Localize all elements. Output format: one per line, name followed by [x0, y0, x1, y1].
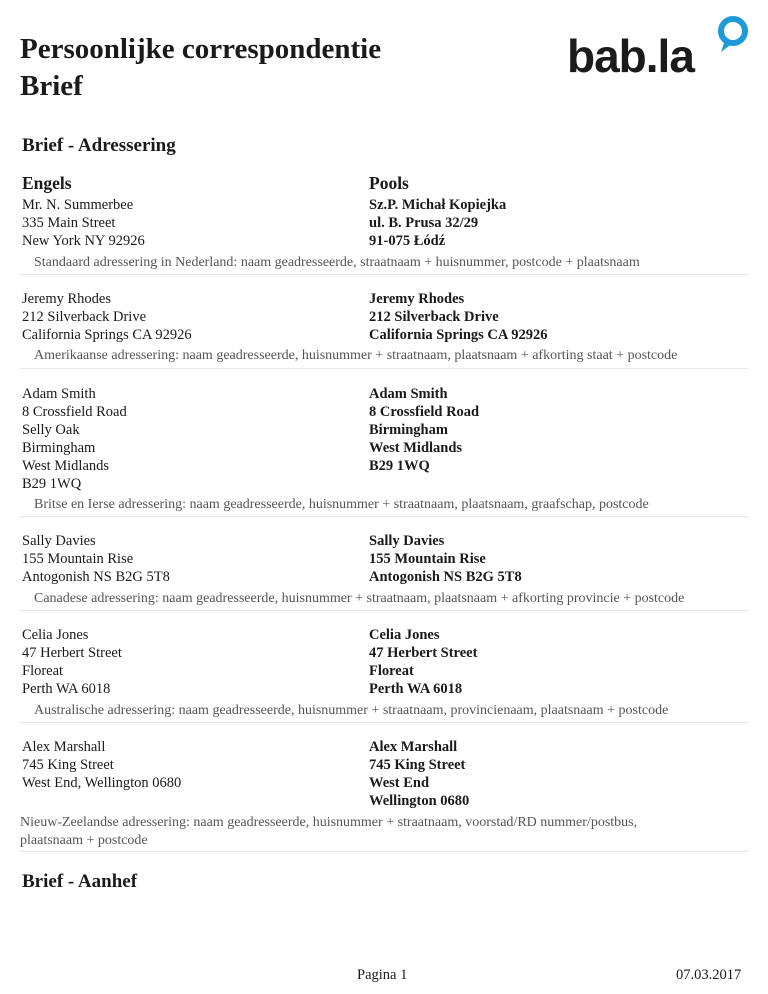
address-target	[369, 738, 469, 810]
address-line: Alex Marshall	[22, 739, 106, 755]
address-target	[369, 532, 522, 586]
address-line: 155 Mountain Rise	[22, 551, 134, 567]
divider	[20, 368, 748, 369]
address-line: Sally Davies	[22, 533, 96, 549]
address-line: Floreat	[369, 663, 414, 679]
address-line: Adam Smith	[22, 386, 96, 402]
address-note: Canadese adressering: naam geadresseerde, huisnummer + straatnaam, plaatsnaam + afkorting provincie + postcode	[34, 591, 685, 606]
address-line: West Midlands	[369, 440, 463, 456]
logo-text: bab.la	[567, 30, 694, 80]
address-line: ul. B. Prusa 32/29	[369, 215, 479, 231]
address-source	[22, 196, 145, 250]
address-note: Standaard adressering in Nederland: naam geadresseerde, straatnaam + huisnummer, postcode + plaatsnaam	[34, 255, 640, 270]
address-line: Adam Smith	[369, 386, 448, 402]
address-line: Alex Marshall	[369, 739, 458, 755]
address-line: Wellington 0680	[369, 793, 470, 809]
address-line: 745 King Street	[22, 757, 114, 773]
address-line: 212 Silverback Drive	[22, 309, 147, 325]
page-title	[20, 31, 381, 105]
address-line: Birmingham	[22, 440, 96, 456]
address-source	[22, 738, 181, 792]
address-note: Australische adressering: naam geadresseerde, huisnummer + straatnaam, provincienaam, plaatsnaam + postcode	[34, 703, 669, 718]
address-line: Jeremy Rhodes	[22, 291, 111, 307]
address-line: West Midlands	[22, 458, 110, 474]
address-line: West End, Wellington 0680	[22, 775, 182, 791]
address-line: 745 King Street	[369, 757, 466, 773]
address-line: Sz.P. Michał Kopiejka	[369, 197, 507, 213]
address-source	[22, 385, 127, 493]
address-line: Perth WA 6018	[22, 681, 111, 697]
page-title-line-2: Brief	[20, 70, 83, 102]
address-note: Amerikaanse adressering: naam geadresseerde, huisnummer + straatnaam, plaatsnaam + afkorting staat + postcode	[34, 348, 678, 363]
address-line: B29 1WQ	[22, 476, 82, 492]
address-line: Perth WA 6018	[369, 681, 463, 697]
address-line: 8 Crossfield Road	[22, 404, 127, 420]
address-line: 8 Crossfield Road	[369, 404, 480, 420]
section-heading-adressering: Brief - Adressering	[22, 135, 176, 156]
column-header-target: Pools	[369, 173, 409, 193]
address-line: Celia Jones	[22, 627, 89, 643]
address-line: B29 1WQ	[369, 458, 430, 474]
address-line: Sally Davies	[369, 533, 445, 549]
address-line: Selly Oak	[22, 422, 80, 438]
divider	[20, 274, 748, 275]
address-target	[369, 626, 477, 698]
bab-la-logo[interactable]	[565, 14, 751, 80]
address-line: 91-075 Łódź	[369, 233, 446, 249]
address-source	[22, 532, 170, 586]
address-line: 47 Herbert Street	[22, 645, 122, 661]
address-line: Antogonish NS B2G 5T8	[22, 569, 170, 585]
address-source	[22, 626, 122, 698]
divider	[20, 722, 748, 723]
address-line: Mr. N. Summerbee	[22, 197, 134, 213]
address-line: 155 Mountain Rise	[369, 551, 486, 567]
address-line: Jeremy Rhodes	[369, 291, 465, 307]
column-header-source: Engels	[22, 173, 72, 193]
address-note-line: Nieuw-Zeelandse adressering: naam geadresseerde, huisnummer + straatnaam, voorstad/RD nummer/postbus,	[20, 815, 638, 830]
address-note	[20, 814, 744, 850]
section-heading-aanhef: Brief - Aanhef	[22, 871, 138, 892]
address-line: 47 Herbert Street	[369, 645, 478, 661]
address-line: California Springs CA 92926	[369, 327, 548, 343]
address-target	[369, 290, 547, 344]
address-note-line: plaatsnaam + postcode	[20, 833, 148, 848]
address-source	[22, 290, 192, 344]
address-target	[369, 196, 506, 250]
divider	[20, 516, 748, 517]
address-line: Antogonish NS B2G 5T8	[369, 569, 522, 585]
divider	[20, 610, 748, 611]
address-line: West End	[369, 775, 430, 791]
address-line: 212 Silverback Drive	[369, 309, 499, 325]
address-line: Floreat	[22, 663, 64, 679]
address-target	[369, 385, 479, 475]
address-line: Birmingham	[369, 422, 448, 438]
page-title-line-1: Persoonlijke correspondentie	[20, 33, 382, 65]
address-line: 335 Main Street	[22, 215, 116, 231]
address-line: California Springs CA 92926	[22, 327, 192, 343]
speech-bubble-icon	[721, 19, 745, 52]
address-line: New York NY 92926	[22, 233, 145, 249]
page-number: Pagina 1	[357, 967, 408, 983]
divider	[20, 851, 748, 852]
footer-date: 07.03.2017	[676, 967, 742, 983]
address-note: Britse en Ierse adressering: naam geadresseerde, huisnummer + straatnaam, plaatsnaam, graafschap, postcode	[34, 497, 649, 512]
address-line: Celia Jones	[369, 627, 440, 643]
